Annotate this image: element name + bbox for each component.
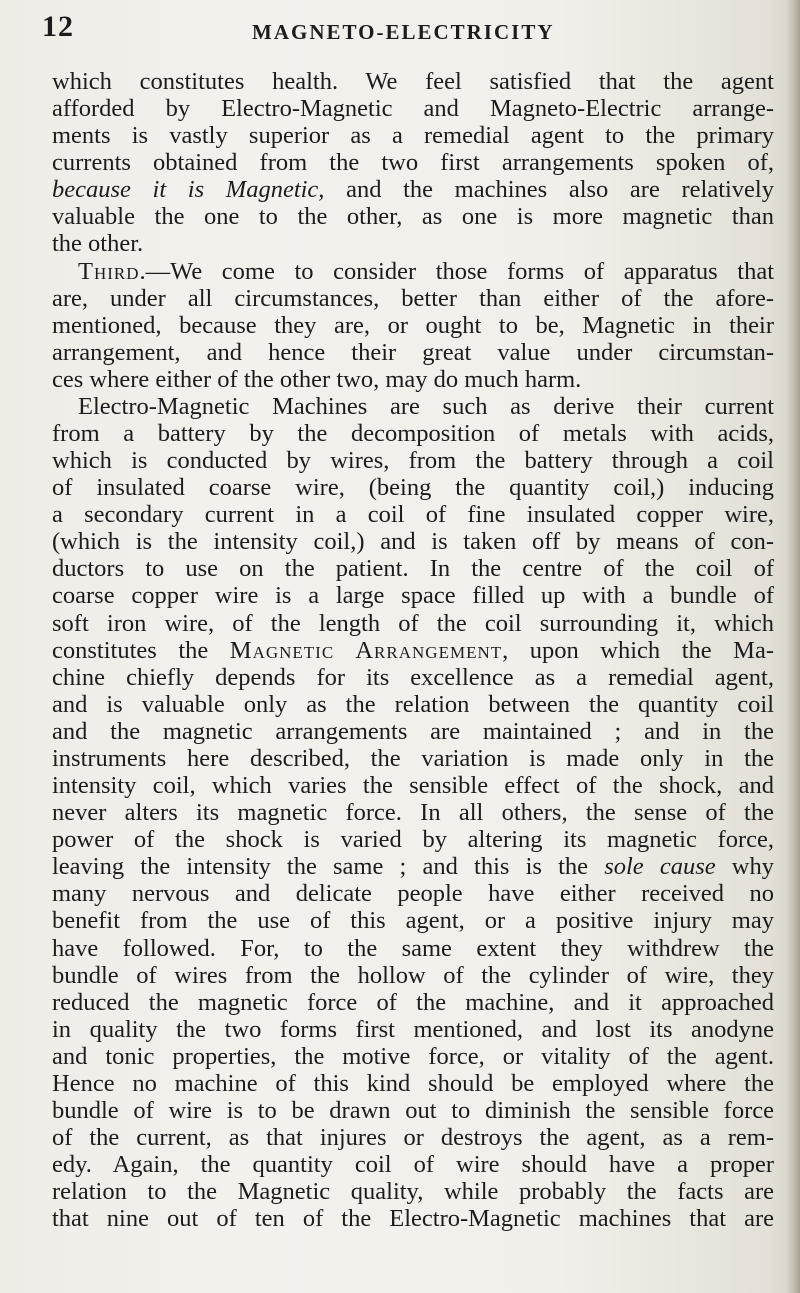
text-run: .—We come to consider those forms of apparatus that (139, 257, 774, 285)
text-line: edy. Again, the quantity coil of wire should have a proper (52, 1151, 774, 1179)
text-line: the other. (52, 230, 144, 258)
text-line: currents obtained from the two first arrangements spoken of, (52, 149, 774, 177)
text-line: arrangement, and hence their great value under circumstan- (52, 338, 774, 366)
text-line: valuable the one to the other, as one is more magnetic than (52, 203, 774, 231)
emphasis-text: sole cause (604, 853, 716, 881)
text-line: bundle of wire is to be drawn out to diminish the sensible force (52, 1096, 774, 1124)
text-line: have followed. For, to the same extent they withdrew the (52, 934, 774, 962)
text-line (52, 853, 774, 880)
text-line: of insulated coarse wire, (being the quantity coil,) inducing (52, 474, 774, 502)
page-number: 12 (42, 10, 74, 43)
text-line: benefit from the use of this agent, or a positive injury may (52, 907, 774, 935)
paragraph-start-line: Electro-Magnetic Machines are such as derive their current (78, 392, 774, 420)
paragraph-start-line (52, 258, 774, 285)
text-line: power of the shock is varied by altering its magnetic force, (52, 826, 774, 854)
page-edge-shadow (786, 0, 800, 1293)
text-line: many nervous and delicate people have either received no (52, 880, 774, 908)
body-text (52, 68, 774, 1232)
text-run: leaving the intensity the same ; and this is the (52, 853, 605, 881)
section-marker: Third (78, 257, 140, 285)
text-line: a secondary current in a coil of fine insulated copper wire, (52, 501, 774, 529)
text-line: afforded by Electro-Magnetic and Magneto-Electric arrange- (52, 95, 774, 123)
text-line: ces where either of the other two, may do much harm. (52, 365, 582, 393)
text-line (52, 176, 774, 203)
text-line: and tonic properties, the motive force, or vitality of the agent. (52, 1042, 774, 1070)
text-run: why (715, 853, 774, 881)
text-line: which constitutes health. We feel satisfied that the agent (52, 68, 774, 95)
text-line: Hence no machine of this kind should be employed where the (52, 1069, 774, 1097)
text-line: intensity coil, which varies the sensible effect of the shock, and (52, 772, 774, 800)
text-line: soft iron wire, of the length of the coil surrounding it, which (52, 609, 774, 637)
emphasis-text: because it is Magnetic, (52, 176, 325, 204)
running-title: MAGNETO-ELECTRICITY (252, 20, 555, 44)
text-line: that nine out of ten of the Electro-Magnetic machines that are (52, 1205, 774, 1233)
text-line: from a battery by the decomposition of metals with acids, (52, 420, 774, 448)
text-line: and the magnetic arrangements are maintained ; and in the (52, 717, 774, 745)
text-line: mentioned, because they are, or ought to be, Magnetic in their (52, 311, 774, 339)
emphasis-text: Magnetic Arrangement (229, 636, 503, 664)
text-line: chine chiefly depends for its excellence as a remedial agent, (52, 663, 774, 691)
text-line: of the current, as that injures or destroys the agent, as a rem- (52, 1124, 774, 1152)
text-line: coarse copper wire is a large space filled up with a bundle of (52, 582, 774, 610)
text-line: in quality the two forms first mentioned, and lost its anodyne (52, 1015, 774, 1043)
text-line: reduced the magnetic force of the machine, and it approached (52, 988, 774, 1016)
text-line: instruments here described, the variation is made only in the (52, 744, 774, 772)
text-line: (which is the intensity coil,) and is taken off by means of con- (52, 528, 774, 556)
text-line: which is conducted by wires, from the battery through a coil (52, 447, 774, 475)
text-line: bundle of wires from the hollow of the cylinder of wire, they (52, 961, 774, 989)
text-line: relation to the Magnetic quality, while probably the facts are (52, 1178, 774, 1206)
text-run: constitutes the (52, 636, 230, 664)
text-line: are, under all circumstances, better than either of the afore- (52, 284, 774, 312)
text-line: never alters its magnetic force. In all others, the sense of the (52, 799, 774, 827)
text-run: and the machines also are relatively (324, 176, 774, 204)
text-line: and is valuable only as the relation between the quantity coil (52, 690, 774, 718)
text-run: , upon which the Ma- (502, 636, 774, 664)
text-line: ductors to use on the patient. In the centre of the coil of (52, 555, 774, 583)
page-header (42, 10, 772, 50)
text-line (52, 637, 774, 664)
text-line: ments is vastly superior as a remedial agent to the primary (52, 122, 774, 150)
